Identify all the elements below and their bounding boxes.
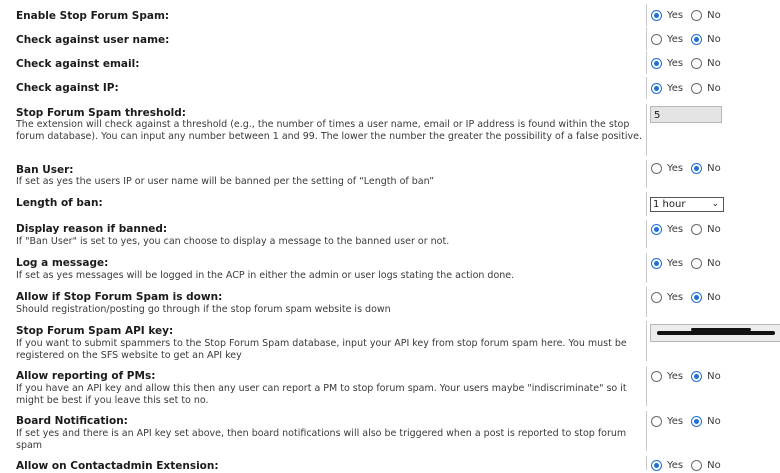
yes-option[interactable] [651,10,683,21]
yes-label: Yes [667,459,684,471]
no-label: No [707,33,721,45]
yes-option[interactable] [651,58,683,69]
setting-description: If set yes and there is an API key set above, then board notifications will also be triggered when a post is reported to stop forum spam [16,428,627,451]
no-option[interactable] [691,34,721,45]
no-option[interactable] [691,258,721,269]
yes-label: Yes [667,162,684,174]
setting-description: If set as yes the users IP or user name will be banned per the setting of “Length of ban” [16,176,435,187]
setting-description: The extension will check against a threshold (e.g., the number of times a user name, email or IP address is found within the stop forum database). You can input any number between 1 and 99. The lower the number the greater the possibility of a false positive. [16,119,642,142]
no-label: No [707,415,721,427]
threshold-input[interactable]: 5 [650,106,722,123]
yes-option[interactable] [651,416,683,427]
setting-label: Log a message: [16,257,109,269]
setting-description: If you want to submit spammers to the Stop Forum Spam database, input your API key from stop forum spam here. You must be registered on the SFS website to get an API key [16,338,627,361]
radio-no[interactable] [691,224,702,235]
radio-group [651,290,729,304]
radio-group [651,256,729,270]
yes-option[interactable] [651,163,683,174]
setting-label: Ban User: [16,164,74,176]
setting-label: Stop Forum Spam threshold: [16,107,186,119]
no-option[interactable] [691,58,721,69]
radio-no[interactable] [691,163,702,174]
radio-yes[interactable] [651,34,662,45]
radio-yes[interactable] [651,10,662,21]
yes-label: Yes [667,223,684,235]
radio-group [651,56,729,70]
radio-no[interactable] [691,371,702,382]
radio-no[interactable] [691,460,702,471]
no-option[interactable] [691,460,721,471]
no-option[interactable] [691,224,721,235]
no-label: No [707,57,721,69]
radio-yes[interactable] [651,416,662,427]
radio-group [651,32,729,46]
setting-description: Should registration/posting go through if the stop forum spam website is down [16,304,391,315]
redaction-mark [657,331,775,335]
yes-label: Yes [667,370,684,382]
no-option[interactable] [691,292,721,303]
radio-no[interactable] [691,83,702,94]
radio-no[interactable] [691,292,702,303]
yes-option[interactable] [651,224,683,235]
radio-group [651,81,729,95]
divider [646,220,647,248]
chevron-down-icon: ⌄ [711,199,719,209]
radio-group [651,414,729,428]
divider [646,456,647,470]
divider [646,52,647,74]
yes-option[interactable] [651,258,683,269]
divider [646,77,647,99]
no-label: No [707,162,721,174]
no-option[interactable] [691,10,721,21]
api-key-input[interactable] [650,324,780,342]
yes-label: Yes [667,257,684,269]
radio-yes[interactable] [651,163,662,174]
radio-group [651,8,729,22]
yes-label: Yes [667,57,684,69]
radio-no[interactable] [691,10,702,21]
radio-no[interactable] [691,34,702,45]
no-label: No [707,257,721,269]
radio-yes[interactable] [651,83,662,94]
length-of-ban-select[interactable] [650,197,724,212]
divider [646,104,647,156]
divider [646,28,647,50]
radio-yes[interactable] [651,460,662,471]
divider [646,192,647,216]
yes-label: Yes [667,415,684,427]
redaction-mark [691,328,751,331]
radio-yes[interactable] [651,292,662,303]
setting-label: Display reason if banned: [16,223,168,235]
divider [646,287,647,317]
no-option[interactable] [691,163,721,174]
yes-option[interactable] [651,34,683,45]
yes-option[interactable] [651,371,683,382]
setting-label: Check against IP: [16,82,119,94]
yes-option[interactable] [651,83,683,94]
radio-yes[interactable] [651,224,662,235]
yes-option[interactable] [651,460,683,471]
setting-label: Check against email: [16,58,140,70]
radio-yes[interactable] [651,258,662,269]
yes-label: Yes [667,33,684,45]
divider [646,253,647,283]
radio-no[interactable] [691,416,702,427]
divider [646,366,647,406]
yes-label: Yes [667,291,684,303]
radio-group [651,369,729,383]
radio-group [651,222,729,236]
radio-group [651,161,729,175]
divider [646,4,647,26]
yes-label: Yes [667,82,684,94]
divider [646,160,647,188]
select-value: 1 hour [653,199,686,210]
divider [646,411,647,451]
no-label: No [707,223,721,235]
no-label: No [707,291,721,303]
no-option[interactable] [691,83,721,94]
setting-description: If you have an API key and allow this then any user can report a PM to stop forum spam. Your users maybe "indiscriminate" so it might be best if you leave this set to no. [16,383,627,406]
setting-label: Check against user name: [16,34,170,46]
setting-description: If "Ban User" is set to yes, you can choose to display a message to the banned user or not. [16,236,450,247]
no-label: No [707,370,721,382]
setting-label: Board Notification: [16,415,128,427]
setting-label: Allow on Contactadmin Extension: [16,460,219,472]
divider [646,321,647,361]
radio-yes[interactable] [651,371,662,382]
no-label: No [707,82,721,94]
setting-label: Allow if Stop Forum Spam is down: [16,291,223,303]
setting-description: If set as yes messages will be logged in the ACP in either the admin or user logs stating the action done. [16,270,515,281]
setting-label: Enable Stop Forum Spam: [16,10,170,22]
setting-label: Stop Forum Spam API key: [16,325,174,337]
no-option[interactable] [691,371,721,382]
setting-label: Length of ban: [16,197,103,209]
radio-no[interactable] [691,258,702,269]
no-label: No [707,459,721,471]
yes-option[interactable] [651,292,683,303]
yes-label: Yes [667,9,684,21]
no-label: No [707,9,721,21]
setting-label: Allow reporting of PMs: [16,370,156,382]
no-option[interactable] [691,416,721,427]
radio-no[interactable] [691,58,702,69]
radio-yes[interactable] [651,58,662,69]
